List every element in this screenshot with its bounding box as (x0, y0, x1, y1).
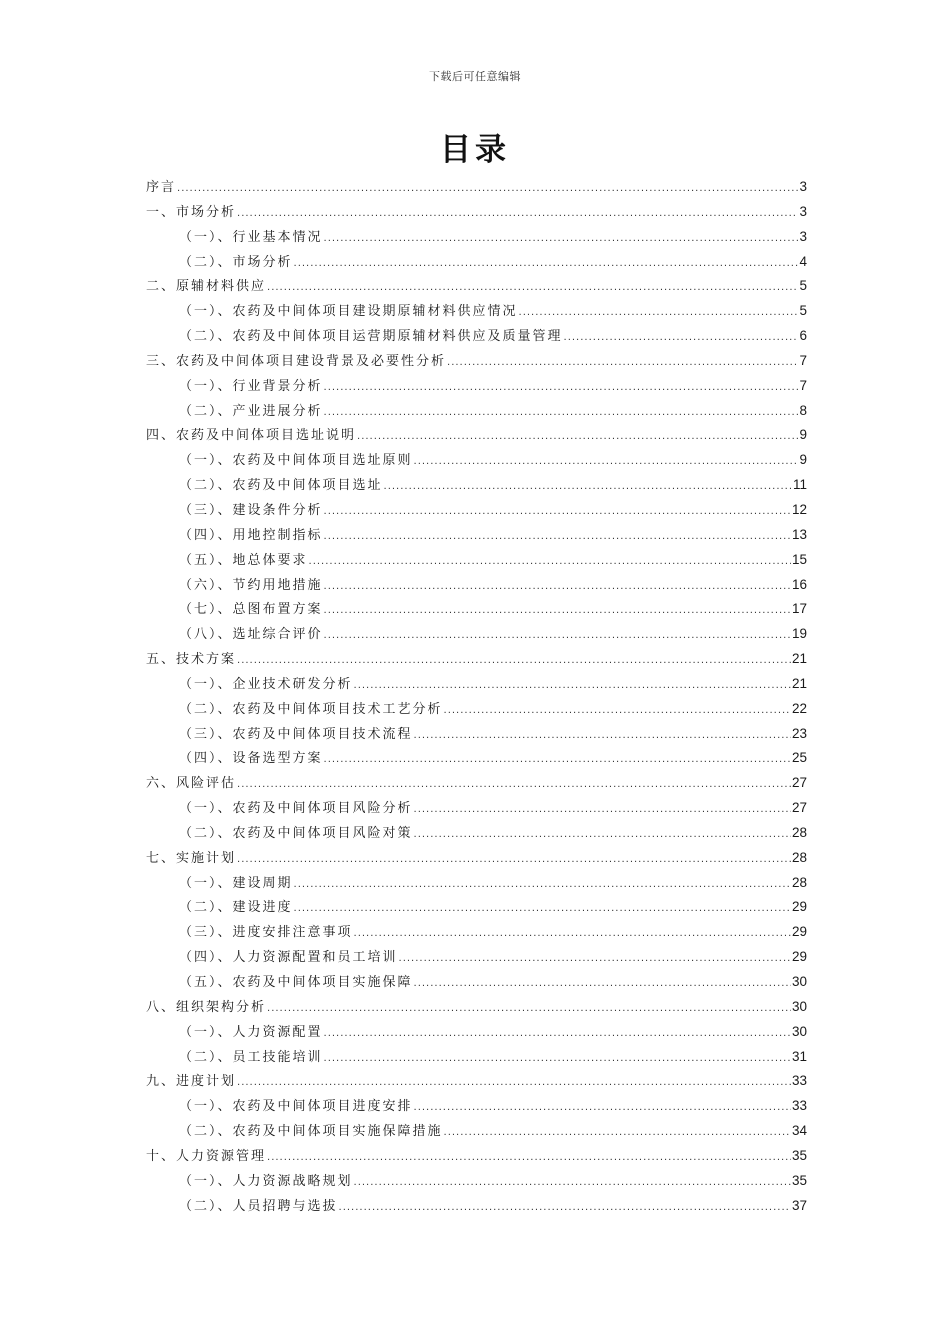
toc-dot-leader (324, 599, 791, 624)
toc-entry[interactable] (146, 423, 807, 448)
toc-entry-label: （二）、农药及中间体项目风险对策 (179, 825, 413, 841)
toc-page-number: 21 (791, 651, 807, 667)
toc-page-number: 37 (791, 1197, 807, 1213)
toc-dot-leader (384, 475, 792, 500)
toc-page-number: 16 (791, 576, 807, 592)
toc-entry-label: （一）、人力资源配置 (179, 1024, 323, 1040)
toc-entry-label: （一）、人力资源战略规划 (179, 1173, 353, 1189)
toc-dot-leader (444, 699, 791, 724)
toc-dot-leader (564, 326, 799, 351)
toc-page-number: 19 (791, 626, 807, 642)
toc-entry[interactable] (146, 846, 807, 871)
toc-page-number: 25 (791, 750, 807, 766)
toc-entry-label: （二）、建设进度 (179, 900, 293, 916)
toc-page-number: 31 (791, 1048, 807, 1064)
toc-subentry[interactable] (146, 250, 807, 275)
toc-page-number: 27 (791, 800, 807, 816)
toc-dot-leader (267, 276, 798, 301)
toc-subentry[interactable] (146, 299, 807, 324)
toc-page-number: 23 (791, 725, 807, 741)
toc-page-number: 33 (791, 1073, 807, 1089)
toc-dot-leader (309, 550, 791, 575)
toc-entry-label: （八）、选址综合评价 (179, 627, 323, 643)
toc-subentry[interactable] (146, 895, 807, 920)
toc-page-number: 8 (799, 402, 807, 418)
toc-dot-leader (294, 873, 791, 898)
toc-entry[interactable] (146, 1069, 807, 1094)
toc-dot-leader (237, 649, 791, 674)
toc-dot-leader (177, 177, 798, 202)
toc-page-number: 3 (799, 228, 807, 244)
toc-dot-leader (354, 674, 791, 699)
toc-entry-label: （二）、市场分析 (179, 254, 293, 270)
toc-dot-leader (354, 1171, 791, 1196)
toc-entry-label: （一）、农药及中间体项目选址原则 (179, 453, 413, 469)
toc-dot-leader (294, 897, 791, 922)
toc-entry-label: （四）、人力资源配置和员工培训 (179, 950, 398, 966)
toc-entry[interactable] (146, 771, 807, 796)
toc-dot-leader (324, 401, 799, 426)
toc-dot-leader (324, 575, 791, 600)
toc-entry-label: 一、市场分析 (146, 204, 237, 220)
toc-page-number: 28 (791, 874, 807, 890)
toc-subentry[interactable] (146, 448, 807, 473)
toc-page-number: 6 (799, 328, 807, 344)
toc-dot-leader (324, 624, 791, 649)
toc-subentry[interactable] (146, 920, 807, 945)
toc-dot-leader (444, 1121, 791, 1146)
toc-entry[interactable] (146, 995, 807, 1020)
toc-entry-label: （三）、建设条件分析 (179, 502, 323, 518)
toc-dot-leader (339, 1196, 791, 1221)
toc-subentry[interactable] (146, 622, 807, 647)
toc-entry[interactable] (146, 349, 807, 374)
toc-entry-label: 八、组织架构分析 (146, 999, 267, 1015)
toc-entry-label: （五）、农药及中间体项目实施保障 (179, 975, 413, 990)
toc-page-number: 35 (791, 1147, 807, 1163)
toc-subentry[interactable] (146, 697, 807, 722)
toc-page-number: 35 (791, 1172, 807, 1188)
toc-dot-leader (414, 823, 791, 848)
toc-dot-leader (399, 947, 791, 972)
toc-entry-label: （一）、建设周期 (179, 875, 293, 891)
toc-dot-leader (324, 1047, 791, 1072)
toc-subentry[interactable] (146, 1194, 807, 1219)
toc-page-number: 9 (799, 427, 807, 443)
toc-page-number: 4 (799, 253, 807, 269)
toc-subentry[interactable] (146, 722, 807, 747)
toc-page-number: 28 (791, 824, 807, 840)
toc-dot-leader (324, 227, 799, 252)
toc-page-number: 5 (799, 278, 807, 294)
toc-entry-label: 十、人力资源管理 (146, 1148, 267, 1164)
toc-subentry[interactable] (146, 573, 807, 598)
toc-entry-label: 四、农药及中间体项目选址说明 (146, 428, 357, 444)
toc-dot-leader (414, 972, 791, 997)
toc-entry-label: （二）、产业进展分析 (179, 403, 323, 419)
toc-dot-leader (354, 922, 791, 947)
toc-entry-label: 六、风险评估 (146, 776, 237, 792)
toc-entry-label: 三、农药及中间体项目建设背景及必要性分析 (146, 353, 447, 369)
toc-page-number: 12 (791, 501, 807, 517)
toc-subentry[interactable] (146, 473, 807, 498)
toc-page-number: 21 (791, 675, 807, 691)
table-of-contents (146, 175, 807, 1218)
toc-entry-label: （一）、行业基本情况 (179, 229, 323, 245)
toc-page-number: 34 (791, 1123, 807, 1139)
toc-dot-leader (294, 252, 799, 277)
toc-subentry[interactable] (146, 746, 807, 771)
toc-subentry[interactable] (146, 1169, 807, 1194)
toc-page-number: 11 (792, 477, 807, 493)
toc-dot-leader (324, 748, 791, 773)
toc-page-number: 29 (791, 924, 807, 940)
toc-entry-label: （一）、农药及中间体项目建设期原辅材料供应情况 (179, 304, 518, 320)
toc-entry-label: （四）、设备选型方案 (179, 751, 323, 767)
toc-subentry[interactable] (146, 970, 807, 995)
toc-subentry[interactable] (146, 225, 807, 250)
toc-subentry[interactable] (146, 523, 807, 548)
toc-subentry[interactable] (146, 871, 807, 896)
toc-dot-leader (324, 376, 799, 401)
toc-entry[interactable] (146, 274, 807, 299)
toc-dot-leader (267, 1146, 791, 1171)
toc-subentry[interactable] (146, 1045, 807, 1070)
toc-subentry[interactable] (146, 548, 807, 573)
toc-dot-leader (357, 425, 798, 450)
toc-dot-leader (519, 301, 799, 326)
toc-subentry[interactable] (146, 324, 807, 349)
toc-page-number: 27 (791, 775, 807, 791)
toc-subentry[interactable] (146, 1094, 807, 1119)
toc-entry-label: （二）、农药及中间体项目实施保障措施 (179, 1124, 443, 1140)
toc-entry[interactable] (146, 175, 807, 200)
toc-page-number: 29 (791, 899, 807, 915)
toc-subentry[interactable] (146, 597, 807, 622)
toc-dot-leader (237, 1071, 791, 1096)
toc-page-number: 17 (791, 601, 807, 617)
toc-entry-label: （二）、农药及中间体项目运营期原辅材料供应及质量管理 (179, 329, 563, 345)
toc-page-number: 3 (799, 179, 807, 194)
toc-title: 目录 (440, 132, 510, 168)
toc-subentry[interactable] (146, 672, 807, 697)
toc-page-number: 30 (791, 1023, 807, 1039)
toc-dot-leader (237, 848, 791, 873)
toc-dot-leader (267, 997, 791, 1022)
toc-subentry[interactable] (146, 1119, 807, 1144)
toc-entry-label: （一）、企业技术研发分析 (179, 676, 353, 692)
toc-dot-leader (237, 202, 798, 227)
toc-page-number: 5 (799, 303, 807, 319)
toc-page-number: 9 (799, 452, 807, 468)
toc-dot-leader (414, 724, 791, 749)
toc-page-number: 30 (791, 998, 807, 1014)
toc-dot-leader (324, 525, 791, 550)
toc-subentry[interactable] (146, 374, 807, 399)
toc-page-number: 28 (791, 849, 807, 865)
toc-subentry[interactable] (146, 945, 807, 970)
toc-entry-label: （一）、农药及中间体项目风险分析 (179, 801, 413, 817)
toc-page-number: 3 (799, 203, 807, 219)
toc-page-number: 7 (799, 352, 807, 368)
toc-page-number: 7 (799, 377, 807, 393)
toc-dot-leader (324, 500, 791, 525)
toc-entry-label: （二）、农药及中间体项目技术工艺分析 (179, 701, 443, 717)
toc-page-number: 33 (791, 1098, 807, 1114)
toc-entry-label: 九、进度计划 (146, 1074, 237, 1090)
toc-entry-label: （二）、农药及中间体项目选址 (179, 478, 383, 494)
toc-entry-label: 七、实施计划 (146, 850, 237, 866)
toc-entry-label: （三）、农药及中间体项目技术流程 (179, 726, 413, 742)
toc-entry-label: （四）、用地控制指标 (179, 527, 323, 543)
toc-entry-label: 五、技术方案 (146, 652, 237, 668)
toc-entry-label: （五）、地总体要求 (179, 552, 308, 568)
toc-entry-label: 二、原辅材料供应 (146, 279, 267, 295)
toc-entry[interactable] (146, 200, 807, 225)
toc-page-number: 29 (791, 949, 807, 965)
toc-entry-label: （一）、农药及中间体项目进度安排 (179, 1099, 413, 1115)
toc-entry[interactable] (146, 1144, 807, 1169)
toc-entry[interactable] (146, 647, 807, 672)
toc-dot-leader (414, 450, 799, 475)
toc-dot-leader (414, 1096, 791, 1121)
toc-entry-label: （二）、人员招聘与选拔 (179, 1198, 338, 1214)
toc-entry-label: （七）、总图布置方案 (179, 602, 323, 618)
page-header-note: 下载后可任意编辑 (429, 70, 521, 83)
toc-entry-label: （一）、行业背景分析 (179, 378, 323, 394)
toc-entry-label: （二）、员工技能培训 (179, 1049, 323, 1065)
toc-page-number: 22 (791, 700, 807, 716)
toc-page-number: 30 (791, 974, 807, 989)
toc-entry-label: （六）、节约用地措施 (179, 577, 323, 593)
toc-entry-label: 序言 (146, 180, 177, 195)
toc-subentry[interactable] (146, 1020, 807, 1045)
toc-subentry[interactable] (146, 498, 807, 523)
toc-subentry[interactable] (146, 821, 807, 846)
toc-dot-leader (237, 773, 791, 798)
toc-subentry[interactable] (146, 796, 807, 821)
toc-dot-leader (414, 798, 791, 823)
toc-entry-label: （三）、进度安排注意事项 (179, 925, 353, 941)
toc-dot-leader (447, 351, 798, 376)
toc-page-number: 15 (791, 551, 807, 567)
toc-subentry[interactable] (146, 399, 807, 424)
toc-page-number: 13 (791, 526, 807, 542)
toc-dot-leader (324, 1022, 791, 1047)
